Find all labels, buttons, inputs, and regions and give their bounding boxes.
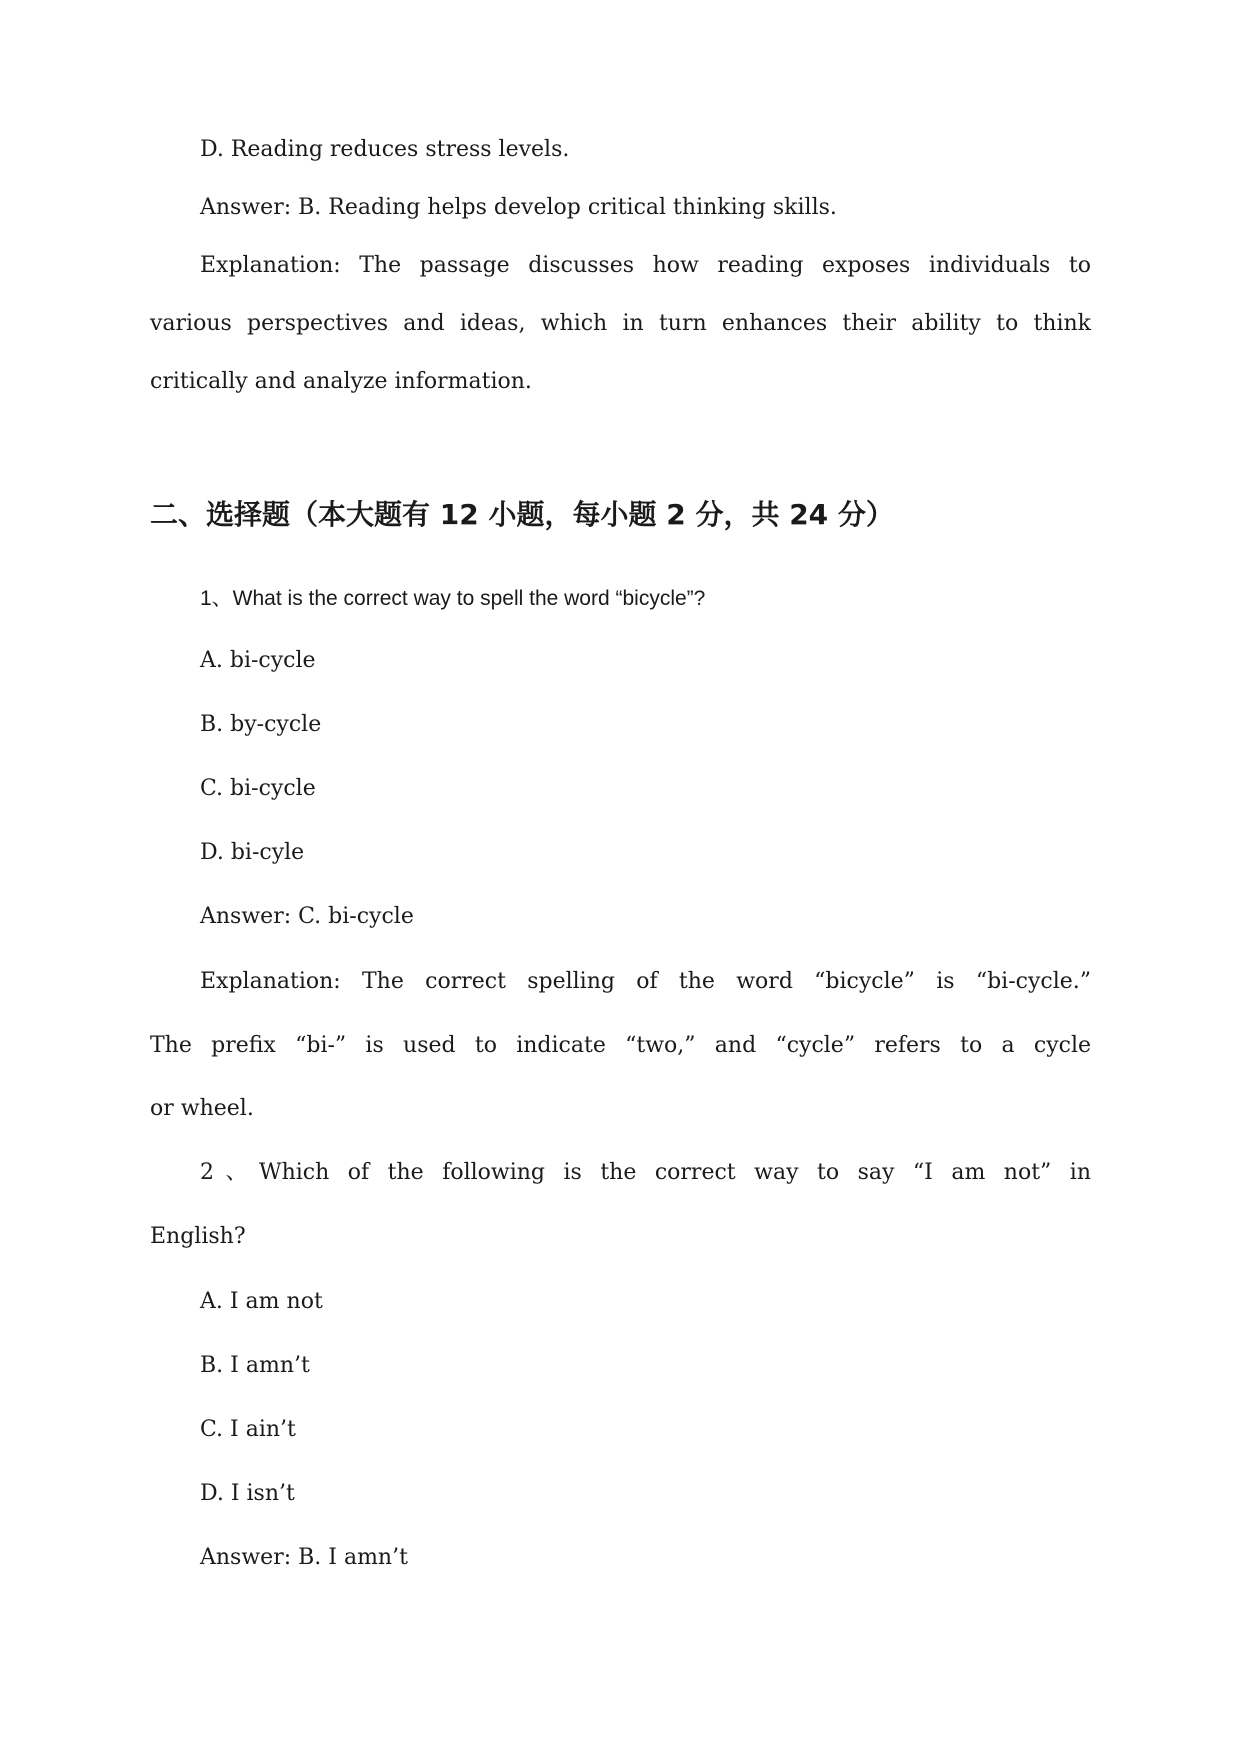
q1-explanation-line-2: The prefix “bi-” is used to indicate “two,” and “cycle” refers to a cycle	[150, 1033, 1091, 1058]
prev-explanation-line-2: various perspectives and ideas, which in turn enhances their ability to think	[150, 311, 1091, 336]
prev-explanation-line-1: Explanation: The passage discusses how reading exposes individuals to	[200, 253, 1091, 278]
q2-question-line-2: English?	[150, 1224, 246, 1249]
q1-answer: Answer: C. bi-cycle	[200, 904, 414, 929]
q1-explanation-line-1: Explanation: The correct spelling of the word “bicycle” is “bi-cycle.”	[200, 969, 1091, 994]
q2-option-b: B. I amn’t	[200, 1353, 310, 1378]
q2-option-c: C. I ain’t	[200, 1417, 296, 1442]
q1-question: 1、What is the correct way to spell the word “bicycle”?	[200, 587, 706, 610]
prev-option-d: D. Reading reduces stress levels.	[200, 137, 570, 162]
prev-explanation-line-3: critically and analyze information.	[150, 369, 532, 394]
q2-question-line-1: 2、Which of the following is the correct way to say “I am not” in	[200, 1160, 1091, 1185]
q2-option-a: A. I am not	[200, 1289, 323, 1314]
section-heading: 二、选择题（本大题有 12 小题，每小题 2 分，共 24 分）	[150, 498, 894, 531]
q1-explanation-line-3: or wheel.	[150, 1096, 254, 1121]
prev-answer: Answer: B. Reading helps develop critical thinking skills.	[200, 195, 837, 220]
q1-option-b: B. by-cycle	[200, 712, 322, 737]
q1-option-c: C. bi-cycle	[200, 776, 316, 801]
q1-option-a: A. bi-cycle	[200, 648, 316, 673]
q1-option-d: D. bi-cyle	[200, 840, 305, 865]
q2-option-d: D. I isn’t	[200, 1481, 295, 1506]
q2-answer: Answer: B. I amn’t	[200, 1545, 408, 1570]
